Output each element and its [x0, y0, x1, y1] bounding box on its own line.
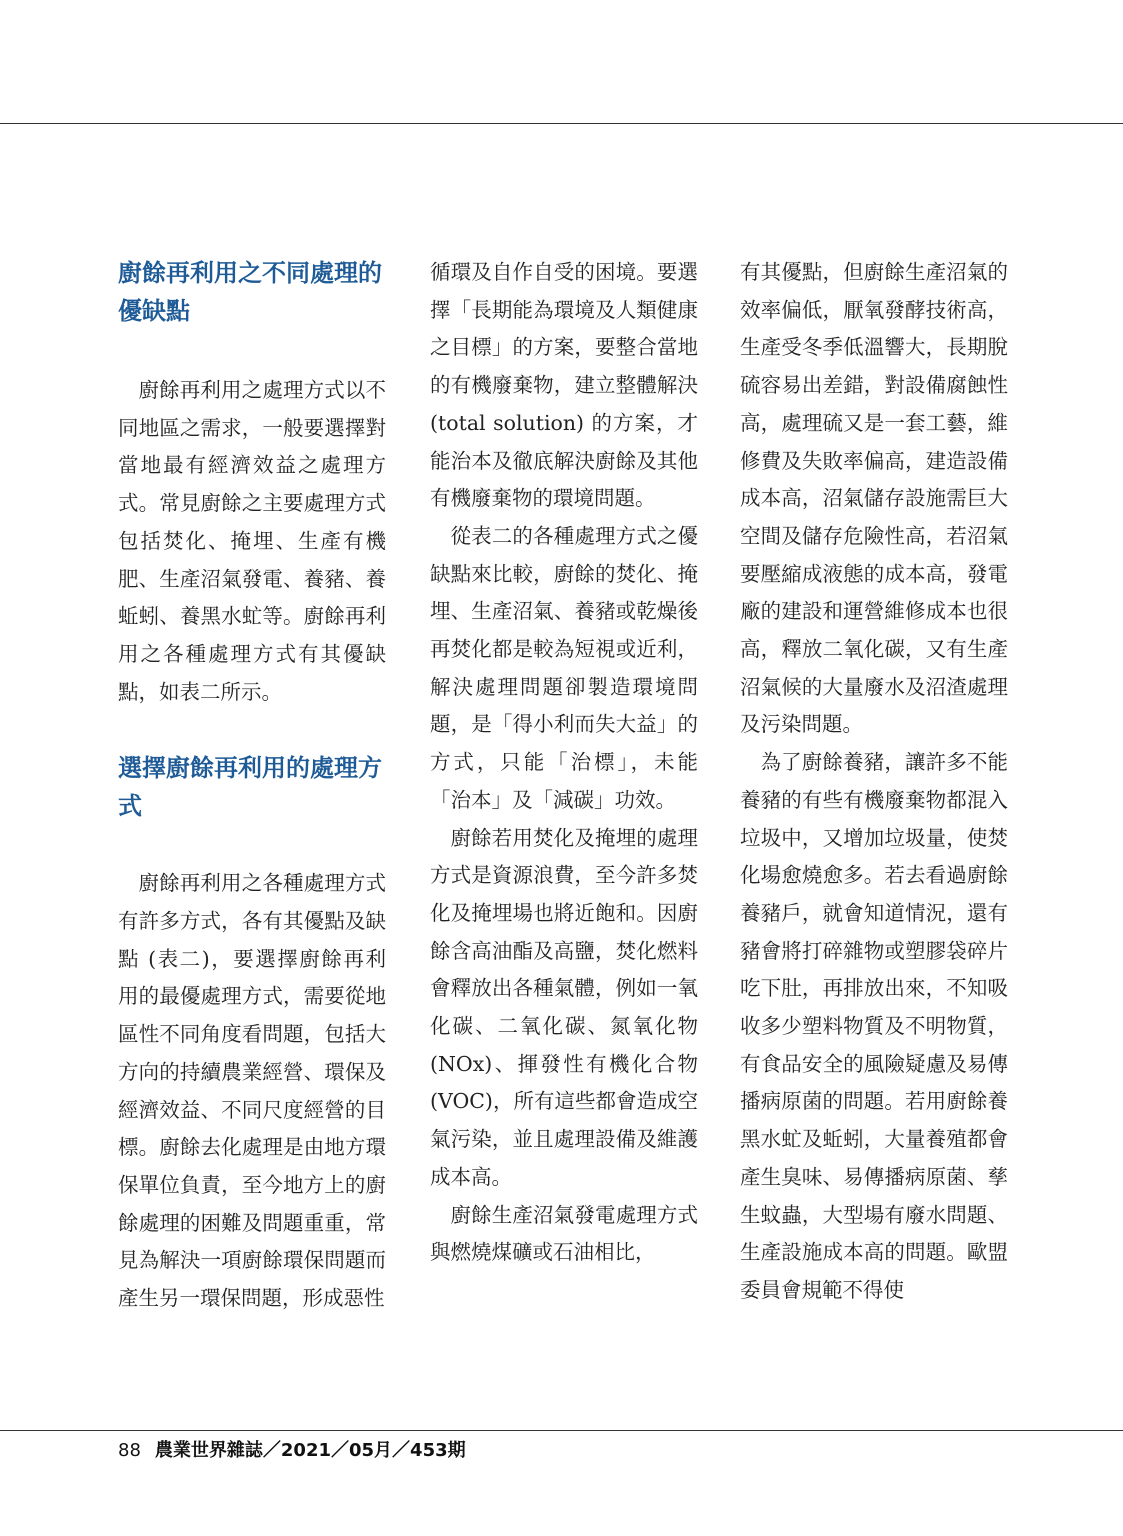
paragraph: 廚餘若用焚化及掩埋的處理方式是資源浪費，至今許多焚化及掩埋場也將近飽和。因廚餘含高油酯及高鹽，焚化燃料會釋放出各種氣體，例如一氧化碳、二氧化碳、氮氧化物 (NOx)、揮發性有機化合物 (VOC)，所有這些都會造成空氣污染，並且處理設備及維護成本高。 [430, 825, 698, 1189]
paragraph: 廚餘再利用之處理方式以不同地區之需求，一般要選擇對當地最有經濟效益之處理方式。常見廚餘之主要處理方式包括焚化、掩埋、生產有機肥、生產沼氣發電、養豬、養蚯蚓、養黑水虻等。廚餘再利用之各種處理方式有其優缺點，如表二所示。 [118, 378, 386, 704]
section-heading-pros-cons: 廚餘再利用之不同處理的優缺點 [118, 259, 382, 325]
paragraph: 廚餘再利用之各種處理方式有許多方式，各有其優點及缺點 (表二)，要選擇廚餘再利用的最優處理方式，需要從地區性不同角度看問題，包括大方向的持續農業經營、環保及經濟效益、不同尺度經營的目標。廚餘去化處理是由地方環保單位負責，至今地方上的廚餘處理的困難及問題重重，常見為解決一項廚餘環保問題而產生另一環保問題，形成惡性 [118, 871, 386, 1311]
page-footer [118, 1436, 466, 1462]
bottom-rule [0, 1430, 1123, 1431]
section-heading-choosing-method: 選擇廚餘再利用的處理方式 [118, 754, 382, 821]
top-rule [0, 123, 1123, 124]
page-number: 88 [118, 1440, 141, 1461]
paragraph: 廚餘生產沼氣發電處理方式與燃燒煤礦或石油相比， [430, 1202, 698, 1265]
column-3 [740, 254, 1008, 1310]
paragraph: 為了廚餘養豬，讓許多不能養豬的有些有機廢棄物都混入垃圾中，又增加垃圾量，使焚化場愈燒愈多。若去看過廚餘養豬戶，就會知道情況，還有豬會將打碎雜物或塑膠袋碎片吃下肚，再排放出來，不知吸收多少塑料物質及不明物質，有食品安全的風險疑慮及易傳播病原菌的問題。若用廚餘養黑水虻及蚯蚓，大量養殖都會產生臭味、易傳播病原菌、孳生蚊蟲，大型場有廢水問題、生產設施成本高的問題。歐盟委員會規範不得使 [740, 750, 1008, 1302]
paragraph-continued: 有其優點，但廚餘生產沼氣的效率偏低，厭氧發酵技術高，生產受冬季低溫響大，長期脫硫容易出差錯，對設備腐蝕性高，處理硫又是一套工藝，維修費及失敗率偏高，建造設備成本高，沼氣儲存設施需巨大空間及儲存危險性高，若沼氣要壓縮成液態的成本高，發電廠的建設和運營維修成本也很高，釋放二氧化碳，又有生產沼氣候的大量廢水及沼渣處理及污染問題。 [740, 260, 1008, 737]
column-1 [118, 254, 386, 1318]
paragraph-continued: 循環及自作自受的困境。要選擇「長期能為環境及人類健康之目標」的方案，要整合當地的有機廢棄物，建立整體解決 (total solution) 的方案，才能治本及徹底解決廚餘及其他有機廢棄物的環境問題。 [430, 260, 698, 511]
paragraph: 從表二的各種處理方式之優缺點來比較，廚餘的焚化、掩埋、生產沼氣、養豬或乾燥後再焚化都是較為短視或近利，解決處理問題卻製造環境問題，是「得小利而失大益」的方式，只能「治標」，未能「治本」及「減碳」功效。 [430, 523, 698, 812]
publication-info: 農業世界雜誌／2021／05月／453期 [154, 1440, 466, 1461]
column-2 [430, 254, 698, 1272]
